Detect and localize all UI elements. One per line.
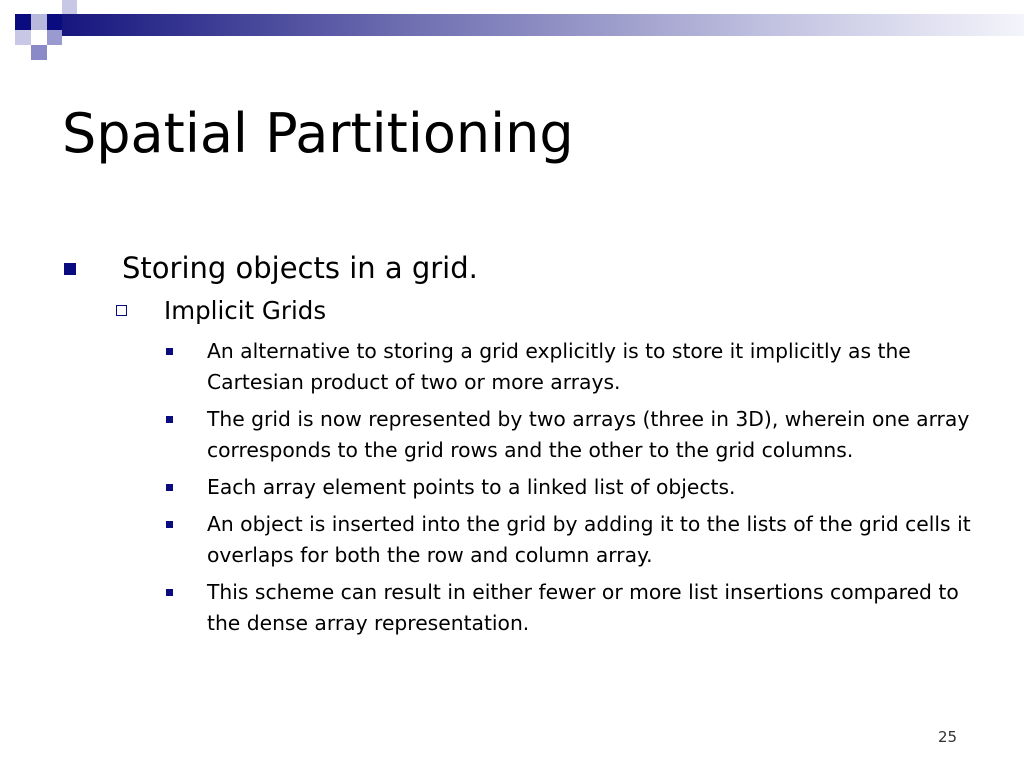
sub-bullet-text: The grid is now represented by two arrays (three in 3D), wherein one array corresponds to the grid rows and the other to the grid columns. — [207, 407, 970, 462]
decor-square — [47, 14, 62, 30]
decor-square — [15, 14, 31, 30]
sub-bullet-text: Each array element points to a linked list of objects. — [207, 475, 736, 499]
page-number: 25 — [938, 728, 958, 746]
header-decoration — [0, 0, 1024, 64]
bullet-small-square-icon — [166, 484, 173, 491]
decor-square — [62, 0, 77, 14]
decor-square — [15, 30, 31, 45]
decor-square — [31, 45, 47, 60]
bullet-level1-text: Storing objects in a grid. — [122, 251, 478, 285]
header-gradient-bar — [62, 14, 1024, 36]
bullet-hollow-square-icon — [116, 305, 127, 316]
sub-bullet-item — [164, 404, 994, 466]
bullet-small-square-icon — [166, 589, 173, 596]
bullet-square-icon — [64, 263, 76, 275]
bullet-small-square-icon — [166, 521, 173, 528]
sub-bullet-item — [164, 577, 994, 639]
bullet-small-square-icon — [166, 416, 173, 423]
sub-bullet-item — [164, 472, 994, 503]
sub-bullet-text: An alternative to storing a grid explicitly is to store it implicitly as the Cartesian product of two or more arrays. — [207, 339, 911, 394]
sub-bullet-item — [164, 509, 994, 571]
sub-bullet-text: This scheme can result in either fewer or more list insertions compared to the dense array representation. — [207, 580, 959, 635]
bullet-level2-text: Implicit Grids — [164, 296, 327, 325]
decor-square — [31, 14, 47, 30]
sub-bullet-list — [164, 336, 994, 645]
bullet-small-square-icon — [166, 348, 173, 355]
decor-square — [47, 30, 62, 45]
sub-bullet-text: An object is inserted into the grid by adding it to the lists of the grid cells it overlaps for both the row and column array. — [207, 512, 971, 567]
slide-title: Spatial Partitioning — [62, 102, 574, 165]
sub-bullet-item — [164, 336, 994, 398]
